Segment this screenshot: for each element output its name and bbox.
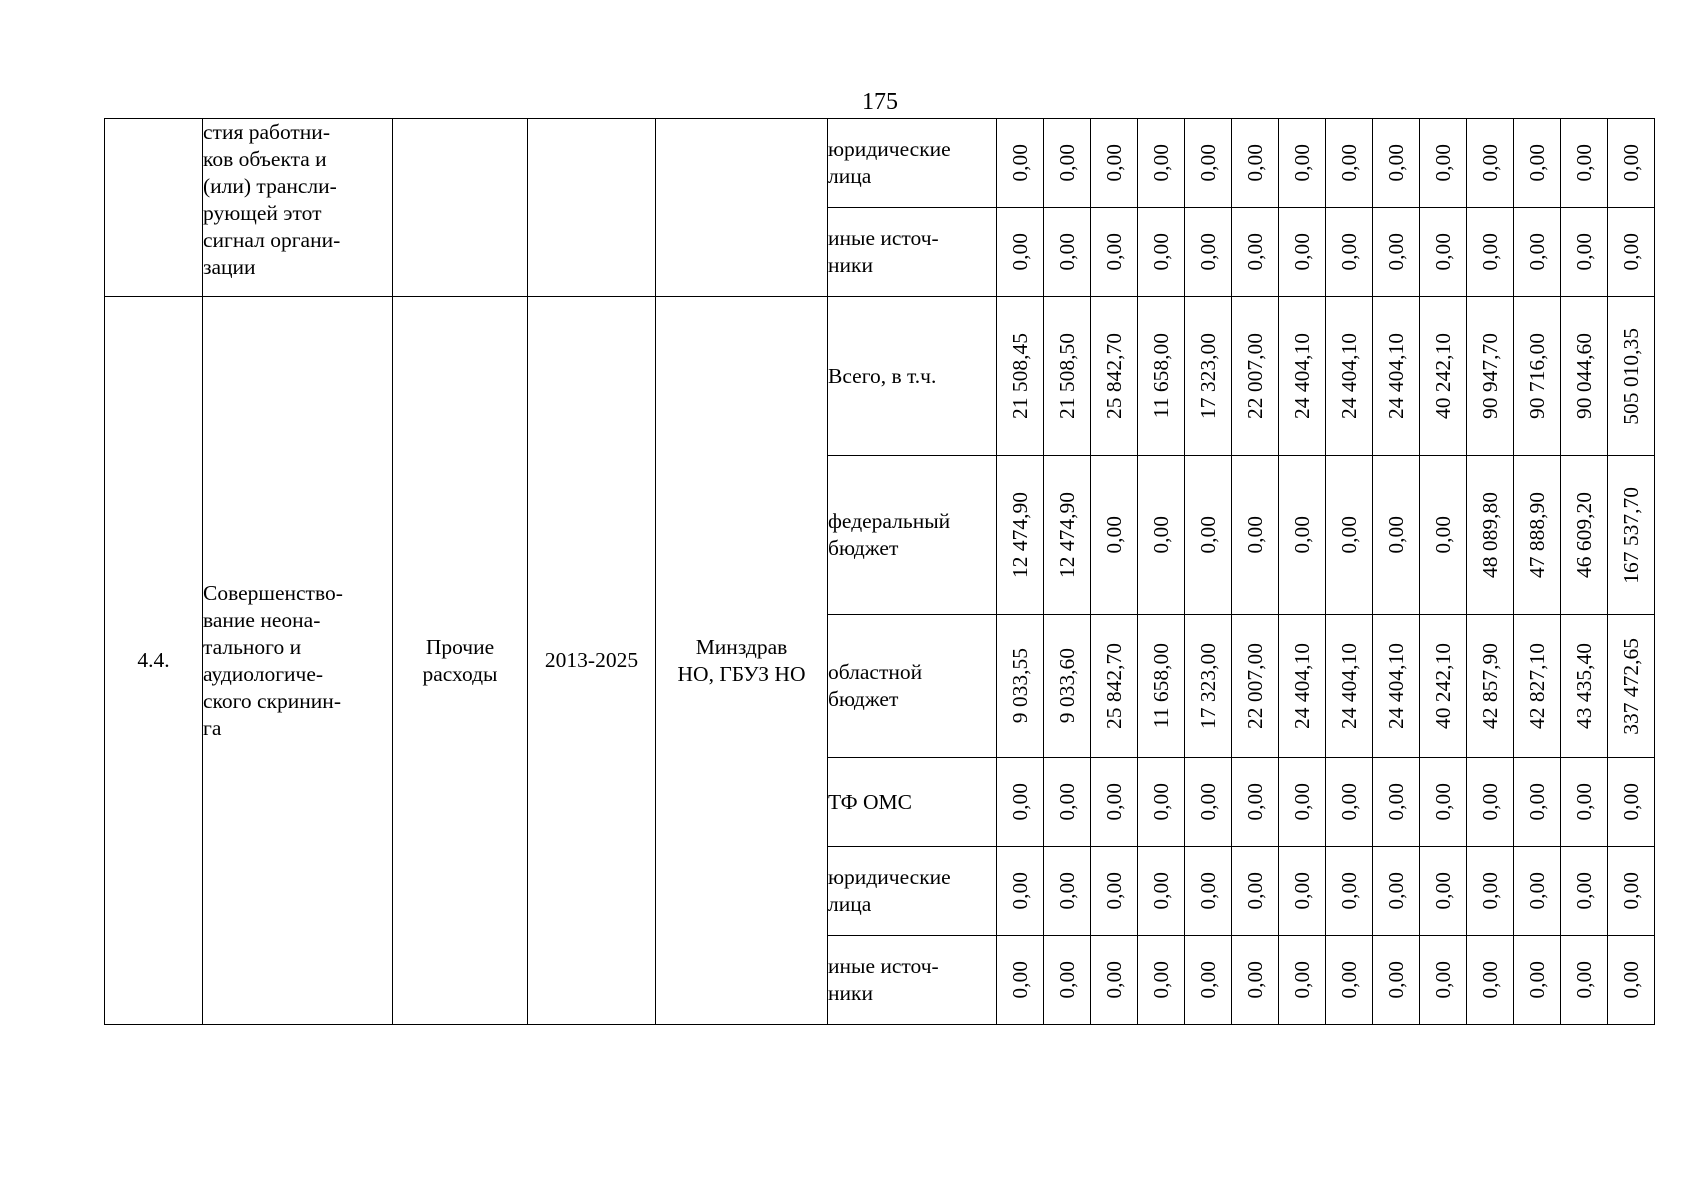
value-cell — [1185, 758, 1232, 847]
value-cell — [1467, 758, 1514, 847]
value-cell — [1467, 297, 1514, 456]
value-cell — [1561, 456, 1608, 615]
value-cell — [1420, 119, 1467, 208]
value-text: 25 842,70 — [1101, 333, 1126, 419]
value-text: 90 716,00 — [1524, 333, 1549, 419]
value-text: 40 242,10 — [1430, 643, 1455, 729]
source-label-line: юридические — [828, 865, 951, 889]
executor — [656, 297, 828, 1025]
value-text: 0,00 — [1477, 144, 1502, 182]
value-cell — [1561, 936, 1608, 1025]
value-cell — [1232, 758, 1279, 847]
value-cell — [1561, 208, 1608, 297]
value-cell — [1279, 758, 1326, 847]
value-text: 0,00 — [1242, 961, 1267, 999]
source-label-line: лица — [828, 164, 872, 188]
value-text: 9 033,60 — [1054, 648, 1079, 724]
value-cell — [1420, 936, 1467, 1025]
executor-line: Минздрав — [695, 634, 788, 659]
value-cell — [1138, 847, 1185, 936]
value-cell — [1044, 456, 1091, 615]
value-text: 0,00 — [1289, 516, 1314, 554]
value-cell — [997, 208, 1044, 297]
value-text: 21 508,45 — [1007, 333, 1032, 419]
value-cell — [1373, 208, 1420, 297]
budget-table — [104, 118, 1655, 1025]
value-text: 0,00 — [1618, 872, 1643, 910]
value-cell — [1232, 936, 1279, 1025]
value-cell — [1091, 119, 1138, 208]
value-cell — [1091, 208, 1138, 297]
value-text: 0,00 — [1430, 516, 1455, 554]
value-text: 24 404,10 — [1383, 643, 1408, 729]
value-text: 0,00 — [1571, 872, 1596, 910]
value-text: 0,00 — [1336, 872, 1361, 910]
value-cell — [1044, 936, 1091, 1025]
value-text: 0,00 — [1430, 144, 1455, 182]
value-cell — [1373, 936, 1420, 1025]
value-cell — [1185, 297, 1232, 456]
value-cell — [1138, 119, 1185, 208]
value-cell — [1561, 119, 1608, 208]
value-cell — [1044, 615, 1091, 758]
value-text: 24 404,10 — [1289, 333, 1314, 419]
value-cell — [1608, 758, 1655, 847]
value-text: 11 658,00 — [1148, 333, 1173, 419]
value-text: 0,00 — [1383, 961, 1408, 999]
item-source-label — [828, 847, 997, 936]
continued-source-label — [828, 119, 997, 208]
value-cell — [1044, 847, 1091, 936]
value-text: 25 842,70 — [1101, 643, 1126, 729]
value-text: 0,00 — [1101, 961, 1126, 999]
source-label-line: лица — [828, 892, 872, 916]
value-text: 0,00 — [1242, 233, 1267, 271]
value-cell — [1185, 119, 1232, 208]
value-cell — [1608, 847, 1655, 936]
item-source-label — [828, 936, 997, 1025]
value-cell — [1420, 758, 1467, 847]
value-text: 0,00 — [1524, 783, 1549, 821]
value-text: 0,00 — [1007, 233, 1032, 271]
value-cell — [1232, 119, 1279, 208]
value-text: 11 658,00 — [1148, 643, 1173, 729]
value-text: 0,00 — [1101, 144, 1126, 182]
value-text: 0,00 — [1195, 233, 1220, 271]
value-text: 0,00 — [1148, 144, 1173, 182]
value-text: 0,00 — [1195, 872, 1220, 910]
value-text: 0,00 — [1007, 783, 1032, 821]
value-text: 0,00 — [1242, 144, 1267, 182]
value-text: 0,00 — [1101, 516, 1126, 554]
continued-source-label — [828, 208, 997, 297]
value-cell — [1420, 615, 1467, 758]
value-text: 0,00 — [1289, 961, 1314, 999]
value-cell — [1467, 615, 1514, 758]
value-cell — [1420, 297, 1467, 456]
value-text: 0,00 — [1148, 233, 1173, 271]
value-text: 0,00 — [1054, 233, 1079, 271]
value-text: 0,00 — [1524, 144, 1549, 182]
value-cell — [1279, 936, 1326, 1025]
value-text: 0,00 — [1477, 961, 1502, 999]
value-cell — [1514, 615, 1561, 758]
value-text: 42 827,10 — [1524, 643, 1549, 729]
value-text: 0,00 — [1148, 516, 1173, 554]
value-cell — [1138, 936, 1185, 1025]
value-text: 0,00 — [1383, 233, 1408, 271]
value-cell — [1467, 456, 1514, 615]
value-cell — [1138, 456, 1185, 615]
value-cell — [1091, 615, 1138, 758]
table-row — [105, 119, 1655, 208]
source-label-line: Всего, в т.ч. — [828, 363, 937, 388]
value-cell — [1232, 456, 1279, 615]
value-text: 0,00 — [1524, 233, 1549, 271]
value-cell — [1091, 936, 1138, 1025]
executor-cell-continued — [656, 119, 828, 297]
value-text: 0,00 — [1618, 961, 1643, 999]
value-text: 0,00 — [1383, 872, 1408, 910]
value-text: 12 474,90 — [1007, 492, 1032, 578]
value-text: 90 947,70 — [1477, 333, 1502, 419]
value-text: 0,00 — [1195, 961, 1220, 999]
expense-type-cell-continued — [393, 119, 528, 297]
value-cell — [1326, 208, 1373, 297]
value-cell — [1138, 615, 1185, 758]
value-text: 0,00 — [1571, 961, 1596, 999]
value-cell — [997, 297, 1044, 456]
value-cell — [1608, 936, 1655, 1025]
value-text: 47 888,90 — [1524, 492, 1549, 578]
source-label-line: ники — [828, 253, 873, 277]
value-text: 22 007,00 — [1242, 643, 1267, 729]
value-text: 0,00 — [1242, 783, 1267, 821]
value-text: 48 089,80 — [1477, 492, 1502, 578]
page-number: 175 — [862, 89, 898, 115]
value-cell — [1044, 208, 1091, 297]
value-cell — [1138, 297, 1185, 456]
value-cell — [1467, 847, 1514, 936]
value-cell — [1279, 847, 1326, 936]
item-name-line: га — [203, 715, 222, 740]
value-cell — [1420, 208, 1467, 297]
number-cell-continued — [105, 119, 203, 297]
source-label-line: бюджет — [828, 536, 899, 560]
value-cell — [1373, 297, 1420, 456]
value-cell — [1185, 208, 1232, 297]
value-text: 505 010,35 — [1618, 327, 1643, 425]
value-text: 0,00 — [1101, 783, 1126, 821]
value-cell — [1279, 208, 1326, 297]
value-text: 17 323,00 — [1195, 643, 1220, 729]
value-text: 0,00 — [1336, 144, 1361, 182]
value-text: 42 857,90 — [1477, 643, 1502, 729]
value-text: 0,00 — [1195, 516, 1220, 554]
item-number: 4.4. — [105, 297, 203, 1025]
value-cell — [1326, 758, 1373, 847]
value-text: 0,00 — [1618, 144, 1643, 182]
item-source-label — [828, 615, 997, 758]
value-cell — [1561, 758, 1608, 847]
source-label-line: областной — [828, 660, 923, 684]
item-name-line: тального и — [203, 634, 302, 659]
value-text: 0,00 — [1383, 144, 1408, 182]
value-cell — [1232, 208, 1279, 297]
value-cell — [1608, 208, 1655, 297]
value-text: 0,00 — [1148, 961, 1173, 999]
value-text: 0,00 — [1242, 516, 1267, 554]
description-line: сигнал органи- — [203, 228, 341, 252]
value-cell — [1608, 119, 1655, 208]
value-text: 0,00 — [1571, 144, 1596, 182]
value-cell — [1420, 456, 1467, 615]
value-text: 0,00 — [1336, 516, 1361, 554]
expense-type-line: Прочие — [425, 634, 495, 659]
item-source-label — [828, 758, 997, 847]
value-text: 0,00 — [1524, 872, 1549, 910]
value-text: 337 472,65 — [1618, 637, 1643, 735]
value-cell — [1279, 297, 1326, 456]
value-cell — [1608, 456, 1655, 615]
value-cell — [1373, 758, 1420, 847]
value-cell — [1514, 456, 1561, 615]
value-cell — [1467, 119, 1514, 208]
value-text: 0,00 — [1618, 233, 1643, 271]
value-cell — [1373, 615, 1420, 758]
value-text: 0,00 — [1571, 783, 1596, 821]
value-text: 90 044,60 — [1571, 333, 1596, 419]
expense-type-line: расходы — [422, 661, 498, 686]
value-cell — [1373, 847, 1420, 936]
value-cell — [1467, 936, 1514, 1025]
value-cell — [1608, 297, 1655, 456]
value-cell — [1326, 119, 1373, 208]
value-text: 24 404,10 — [1336, 643, 1361, 729]
value-text: 0,00 — [1477, 233, 1502, 271]
value-cell — [1326, 456, 1373, 615]
value-text: 0,00 — [1054, 872, 1079, 910]
value-cell — [1232, 297, 1279, 456]
value-cell — [1467, 208, 1514, 297]
value-cell — [1279, 119, 1326, 208]
value-cell — [1232, 847, 1279, 936]
item-name-line: Совершенство- — [203, 580, 343, 605]
value-cell — [1091, 456, 1138, 615]
description-line: стия работни- — [203, 120, 330, 144]
value-text: 0,00 — [1148, 783, 1173, 821]
value-text: 0,00 — [1101, 872, 1126, 910]
value-text: 17 323,00 — [1195, 333, 1220, 419]
executor-line: НО, ГБУЗ НО — [677, 661, 806, 686]
value-text: 43 435,40 — [1571, 643, 1596, 729]
value-text: 0,00 — [1477, 872, 1502, 910]
value-cell — [1514, 119, 1561, 208]
value-text: 21 508,50 — [1054, 333, 1079, 419]
value-cell — [1561, 615, 1608, 758]
item-name-line: вание неона- — [203, 607, 321, 632]
value-text: 0,00 — [1430, 783, 1455, 821]
table-row — [105, 297, 1655, 456]
value-text: 0,00 — [1430, 233, 1455, 271]
value-text: 0,00 — [1336, 961, 1361, 999]
value-text: 0,00 — [1054, 783, 1079, 821]
value-cell — [1091, 758, 1138, 847]
source-label-line: юридические — [828, 137, 951, 161]
value-cell — [1326, 936, 1373, 1025]
value-cell — [997, 758, 1044, 847]
period-cell-continued — [528, 119, 656, 297]
expense-type — [393, 297, 528, 1025]
source-label-line: ники — [828, 981, 873, 1005]
value-text: 22 007,00 — [1242, 333, 1267, 419]
value-cell — [1091, 297, 1138, 456]
value-cell — [1420, 847, 1467, 936]
value-cell — [1326, 847, 1373, 936]
value-text: 24 404,10 — [1336, 333, 1361, 419]
value-text: 46 609,20 — [1571, 492, 1596, 578]
source-label-line: ТФ ОМС — [828, 789, 913, 814]
value-text: 12 474,90 — [1054, 492, 1079, 578]
value-text: 0,00 — [1054, 961, 1079, 999]
source-label-line: федеральный — [828, 509, 951, 533]
value-cell — [1138, 208, 1185, 297]
value-text: 0,00 — [1618, 783, 1643, 821]
value-cell — [1044, 758, 1091, 847]
item-name-line: ского скринин- — [203, 688, 341, 713]
value-text: 0,00 — [1195, 144, 1220, 182]
value-cell — [1279, 615, 1326, 758]
source-label-line: иные источ- — [828, 226, 939, 250]
source-label-line: иные источ- — [828, 954, 939, 978]
value-text: 0,00 — [1383, 516, 1408, 554]
value-text: 24 404,10 — [1289, 643, 1314, 729]
value-text: 0,00 — [1148, 872, 1173, 910]
value-text: 167 537,70 — [1618, 486, 1643, 584]
value-text: 0,00 — [1289, 783, 1314, 821]
value-cell — [1514, 297, 1561, 456]
value-cell — [997, 847, 1044, 936]
value-text: 0,00 — [1289, 872, 1314, 910]
description-line: зации — [203, 255, 256, 279]
description-cell-continued — [203, 119, 393, 297]
value-text: 24 404,10 — [1383, 333, 1408, 419]
value-text: 0,00 — [1571, 233, 1596, 271]
value-cell — [1185, 847, 1232, 936]
value-text: 0,00 — [1289, 144, 1314, 182]
value-cell — [1561, 297, 1608, 456]
period: 2013-2025 — [528, 297, 656, 1025]
value-text: 0,00 — [1430, 961, 1455, 999]
value-cell — [1138, 758, 1185, 847]
value-text: 0,00 — [1195, 783, 1220, 821]
value-text: 0,00 — [1336, 783, 1361, 821]
value-cell — [1373, 456, 1420, 615]
value-cell — [1514, 758, 1561, 847]
value-cell — [1373, 119, 1420, 208]
value-cell — [1091, 847, 1138, 936]
value-text: 0,00 — [1007, 961, 1032, 999]
value-cell — [1279, 456, 1326, 615]
value-cell — [1185, 456, 1232, 615]
value-text: 0,00 — [1054, 144, 1079, 182]
value-text: 40 242,10 — [1430, 333, 1455, 419]
value-cell — [1608, 615, 1655, 758]
value-cell — [1561, 847, 1608, 936]
value-text: 0,00 — [1242, 872, 1267, 910]
value-text: 0,00 — [1007, 872, 1032, 910]
source-label-line: бюджет — [828, 687, 899, 711]
value-cell — [997, 456, 1044, 615]
value-text: 0,00 — [1289, 233, 1314, 271]
value-cell — [1326, 297, 1373, 456]
value-text: 0,00 — [1101, 233, 1126, 271]
value-cell — [1514, 847, 1561, 936]
value-cell — [1044, 119, 1091, 208]
description-line: ков объекта и — [203, 147, 327, 171]
value-text: 0,00 — [1383, 783, 1408, 821]
value-cell — [997, 119, 1044, 208]
value-text: 0,00 — [1336, 233, 1361, 271]
value-text: 0,00 — [1007, 144, 1032, 182]
item-name-line: аудиологиче- — [203, 661, 324, 686]
value-cell — [997, 936, 1044, 1025]
value-cell — [1514, 936, 1561, 1025]
value-cell — [1185, 936, 1232, 1025]
value-text: 0,00 — [1430, 872, 1455, 910]
value-cell — [1232, 615, 1279, 758]
value-cell — [997, 615, 1044, 758]
value-cell — [1514, 208, 1561, 297]
value-cell — [1326, 615, 1373, 758]
value-text: 0,00 — [1524, 961, 1549, 999]
item-source-label — [828, 297, 997, 456]
value-cell — [1185, 615, 1232, 758]
item-source-label — [828, 456, 997, 615]
item-name — [203, 297, 393, 1025]
description-line: рующей этот — [203, 201, 322, 225]
description-line: (или) трансли- — [203, 174, 337, 198]
value-text: 9 033,55 — [1007, 648, 1032, 724]
value-cell — [1044, 297, 1091, 456]
value-text: 0,00 — [1477, 783, 1502, 821]
